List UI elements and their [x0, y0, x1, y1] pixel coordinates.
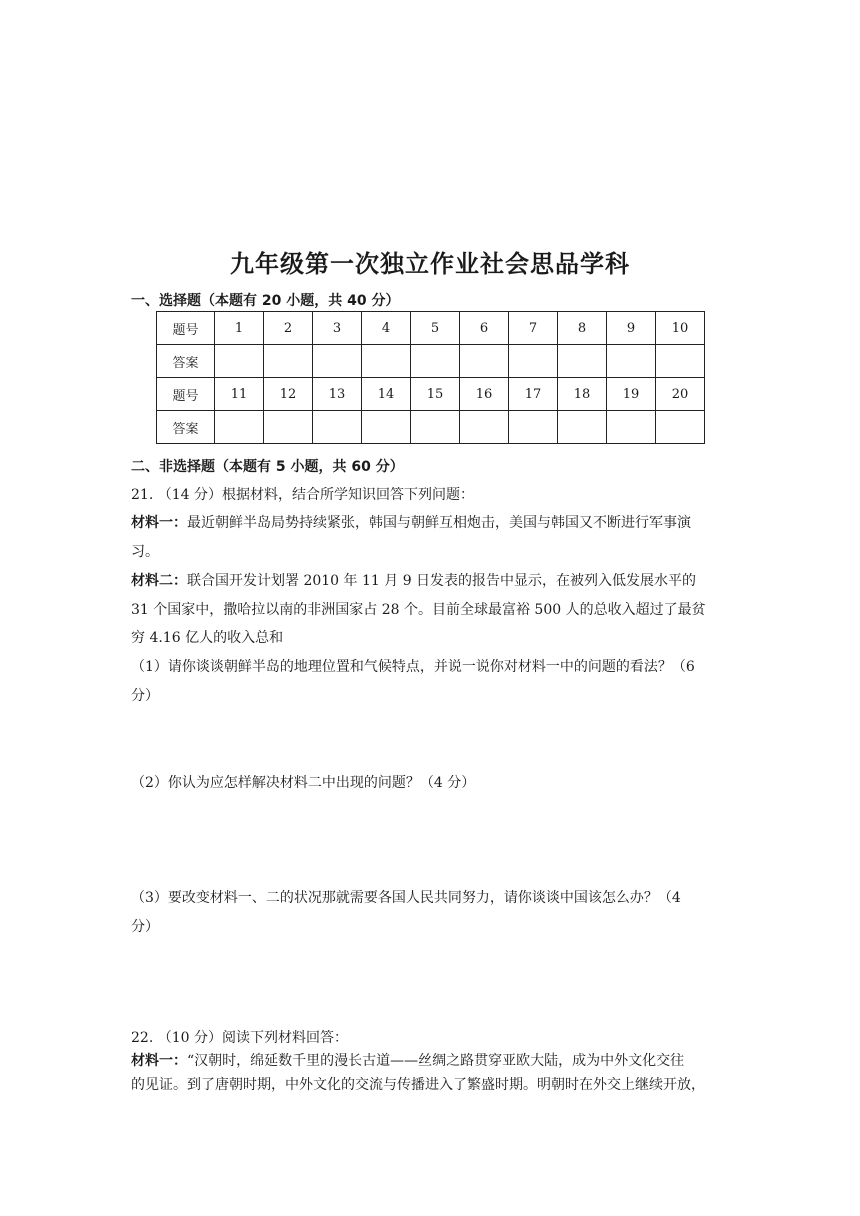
answer-cell[interactable]: [264, 411, 313, 444]
answer-cell[interactable]: [411, 345, 460, 378]
table-cell: 5: [411, 312, 460, 345]
section2-heading: 二、非选择题（本题有 5 小题，共 60 分）: [131, 459, 404, 475]
answer-cell[interactable]: [558, 345, 607, 378]
table-cell: 1: [215, 312, 264, 345]
q21-material1-line2: 习。: [131, 544, 159, 560]
table-row: [157, 378, 705, 411]
material-label: 材料一：: [131, 1053, 187, 1069]
table-cell: 8: [558, 312, 607, 345]
answer-cell[interactable]: [509, 411, 558, 444]
answer-cell[interactable]: [460, 345, 509, 378]
answer-cell[interactable]: [411, 411, 460, 444]
q21-sub3-line1: （3）要改变材料一、二的状况那就需要各国人民共同努力，请你谈谈中国该怎么办？（4: [131, 890, 681, 906]
q21-sub3-line2: 分）: [131, 919, 159, 935]
table-row: [157, 312, 705, 345]
q21-sub1-line1: （1）请你谈谈朝鲜半岛的地理位置和气候特点，并说一说你对材料一中的问题的看法？（6: [131, 659, 695, 675]
table-cell: 11: [215, 378, 264, 411]
table-cell: 18: [558, 378, 607, 411]
answer-cell[interactable]: [362, 411, 411, 444]
table-cell: 9: [607, 312, 656, 345]
page-title: 九年级第一次独立作业社会思品学科: [230, 250, 630, 278]
table-cell: 10: [656, 312, 705, 345]
material-label: 材料一：: [131, 515, 187, 531]
answer-cell[interactable]: [313, 345, 362, 378]
material-text: 联合国开发计划署 2010 年 11 月 9 日发表的报告中显示，在被列入低发展水平的: [187, 573, 697, 589]
table-cell: 16: [460, 378, 509, 411]
table-cell: 题号: [157, 312, 215, 345]
q22-intro: 22. （10 分）阅读下列材料回答：: [131, 1030, 348, 1046]
table-cell: 15: [411, 378, 460, 411]
q21-material2-line1: [131, 570, 696, 590]
table-cell: 14: [362, 378, 411, 411]
q21-intro: 21. （14 分）根据材料，结合所学知识回答下列问题：: [131, 487, 474, 503]
answer-cell[interactable]: [460, 411, 509, 444]
table-cell: 3: [313, 312, 362, 345]
table-cell: 20: [656, 378, 705, 411]
material-text: 最近朝鲜半岛局势持续紧张，韩国与朝鲜互相炮击，美国与韩国又不断进行军事演: [187, 515, 691, 531]
table-cell: 13: [313, 378, 362, 411]
table-cell: 答案: [157, 345, 215, 378]
table-row: [157, 411, 705, 444]
table-row: [157, 345, 705, 378]
answer-cell[interactable]: [313, 411, 362, 444]
answer-cell[interactable]: [607, 411, 656, 444]
q21-sub2: （2）你认为应怎样解决材料二中出现的问题？（4 分）: [131, 775, 476, 791]
table-cell: 6: [460, 312, 509, 345]
answer-cell[interactable]: [656, 411, 705, 444]
q21-material2-line3: 穷 4.16 亿人的收入总和: [131, 630, 284, 646]
table-cell: 12: [264, 378, 313, 411]
q21-sub1-line2: 分）: [131, 688, 159, 704]
table-cell: 17: [509, 378, 558, 411]
material-label: 材料二：: [131, 573, 187, 589]
section1-heading: 一、选择题（本题有 20 小题，共 40 分）: [131, 293, 400, 309]
answer-cell[interactable]: [362, 345, 411, 378]
q22-material1-line1: [131, 1050, 684, 1070]
answer-cell[interactable]: [264, 345, 313, 378]
table-cell: 7: [509, 312, 558, 345]
q21-material1-line1: [131, 512, 691, 532]
answer-cell[interactable]: [215, 345, 264, 378]
answer-table: [156, 311, 705, 444]
table-cell: 答案: [157, 411, 215, 444]
table-cell: 2: [264, 312, 313, 345]
answer-cell[interactable]: [656, 345, 705, 378]
answer-cell[interactable]: [509, 345, 558, 378]
table-cell: 题号: [157, 378, 215, 411]
table-cell: 4: [362, 312, 411, 345]
answer-cell[interactable]: [558, 411, 607, 444]
answer-cell[interactable]: [607, 345, 656, 378]
answer-cell[interactable]: [215, 411, 264, 444]
q21-material2-line2: 31 个国家中，撒哈拉以南的非洲国家占 28 个。目前全球最富裕 500 人的总收入超过了最贫: [131, 602, 706, 618]
table-cell: 19: [607, 378, 656, 411]
material-text: “汉朝时，绵延数千里的漫长古道——丝绸之路贯穿亚欧大陆，成为中外文化交往: [187, 1053, 685, 1069]
q22-material1-line2: 的见证。到了唐朝时期，中外文化的交流与传播进入了繁盛时期。明朝时在外交上继续开放，: [131, 1077, 705, 1093]
